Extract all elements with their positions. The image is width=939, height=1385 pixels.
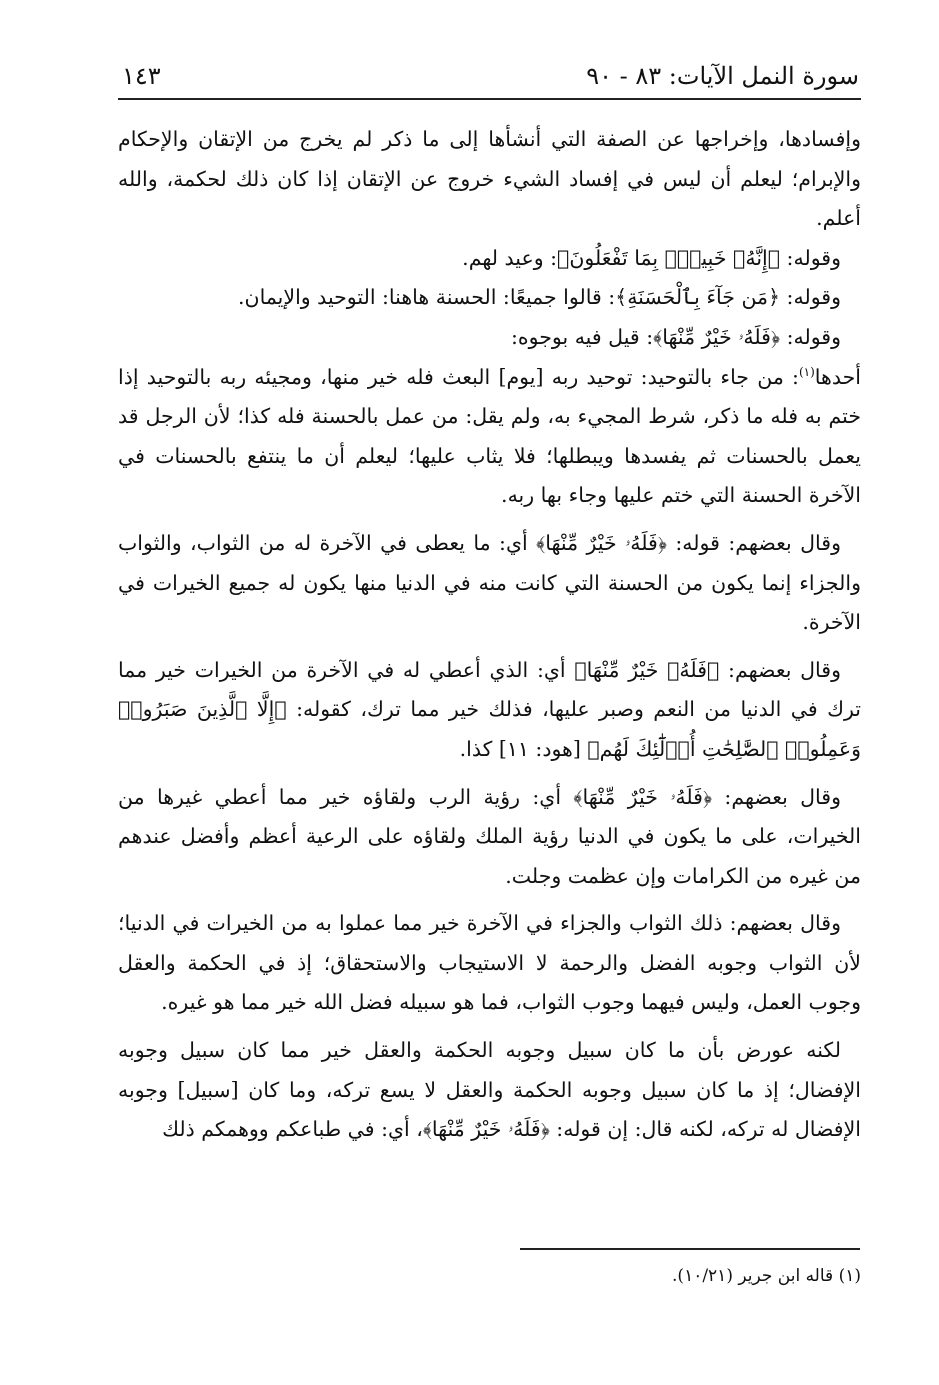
paragraph: لكنه عورض بأن ما كان سبيل وجوبه الحكمة والعقل خير مما كان سبيل وجوبه الإفضال؛ إذ ما كان سبيل وجوبه الحكمة والعقل لا يسع تركه، وما كان [سبيل] وجوبه الإفضال له تركه، لكنه قال: إن قوله: ﴿فَلَهُۥ خَيْرٌ مِّنْهَا﴾، أي: في طباعكم ووهمكم ذلك bbox=[118, 1038, 861, 1142]
paragraph: وقال بعضهم: ﴿فَلَهُۥ خَيْرٌ مِّنْهَا﴾ أي: الذي أعطي له في الآخرة من الخيرات خير مما ترك في الدنيا من النعم وصبر عليها، فذلك خير مما ترك، كقوله: ﴿إِلَّا ٱلَّذِينَ صَبَرُوا۟ وَعَمِلُوا۟ ٱلصَّٰلِحَٰتِ أُو۟لَٰٓئِكَ لَهُم﴾ [هود: ١١] كذا. bbox=[118, 657, 861, 761]
paragraph: وقال بعضهم: ﴿فَلَهُۥ خَيْرٌ مِّنْهَا﴾ أي: رؤية الرب ولقاؤه خير مما أعطي غيرها من الخيرات، على ما يكون في الدنيا رؤية الملك ولقاؤه على الرعية أعظم وأفضل عندهم من غيره من الكرامات وإن عظمت وجلت. bbox=[118, 784, 861, 888]
footnote-divider bbox=[520, 1248, 860, 1250]
running-header bbox=[118, 56, 861, 100]
paragraph: وقال بعضهم: قوله: ﴿فَلَهُۥ خَيْرٌ مِّنْهَا﴾ أي: ما يعطى في الآخرة له من الثواب، والثواب والجزاء إنما يكون من الحسنة التي كانت منه في الدنيا منها يكون له جميع الخيرات في الآخرة. bbox=[118, 530, 861, 635]
paragraph: أحدها$^{(١)}$: من جاء بالتوحيد: توحيد ربه [يوم] البعث فله خير منها، ومجيئه ربه بالتوحيد إذا ختم به فله ما ذكر، شرط المجيء به، ولم يقل: من عمل بالحسنة فله كذا؛ لأن الرجل قد يعمل بالحسنات ثم يفسدها ويبطلها؛ فلا يثاب عليها؛ ليعلم أن ما ينتفع بالحسنات في الآخرة الحسنة التي ختم عليها وجاء بها ربه. bbox=[118, 364, 861, 508]
paragraph: وقوله: ﴿فَلَهُۥ خَيْرٌ مِّنْهَا﴾: قيل فيه بوجوه: bbox=[510, 324, 841, 349]
paragraph: وقال بعضهم: ذلك الثواب والجزاء في الآخرة خير مما عملوا به من الخيرات في الدنيا؛ لأن الثواب وجوبه الفضل والرحمة لا الاستيجاب والاستحقاق؛ إذ في الحكمة والعقل وجوب العمل، وليس فيهما وجوب الثواب، فما هو سبيله فضل الله خير مما هو غيره. bbox=[118, 911, 861, 1015]
page-number: ١٤٣ bbox=[122, 62, 161, 90]
paragraph: وقوله: ﴿مَن جَآءَ بِٱلْحَسَنَةِ﴾: قالوا جميعًا: الحسنة هاهنا: التوحيد والإيمان. bbox=[238, 285, 841, 310]
surah-title: سورة النمل الآيات: ٨٣ - ٩٠ bbox=[586, 62, 859, 90]
footnote: (١) قاله ابن جرير (١٠/٢١). bbox=[672, 1266, 861, 1286]
footnote-marker: (١) bbox=[798, 364, 815, 379]
first-label: أحدها bbox=[814, 364, 861, 389]
main-text bbox=[118, 120, 861, 1150]
paragraph-text: من جاء بالتوحيد: توحيد ربه [يوم] البعث فله خير منها، ومجيئه ربه بالتوحيد إذا ختم به فله ما ذكر، شرط المجيء به، ولم يقل: من عمل بالحسنة فله كذا؛ لأن الرجل قد يعمل بالحسنات ثم يفسدها ويبطلها؛ فلا يثاب عليها؛ ليعلم أن ما ينتفع بالحسنات في الآخرة الحسنة التي ختم عليها وجاء بها ربه. bbox=[118, 364, 861, 508]
paragraph: وإفسادها، وإخراجها عن الصفة التي أنشأها إلى ما ذكر لم يخرج من الإتقان والإحكام والإبرام؛ ليعلم أن ليس في إفساد الشيء خروج عن الإتقان إذا كان ذلك لحكمة، والله أعلم. bbox=[118, 127, 861, 231]
paragraph: وقوله: ﴿إِنَّهُۥ خَبِيرٌۢ بِمَا تَفْعَلُونَ﴾: وعيد لهم. bbox=[462, 245, 841, 270]
